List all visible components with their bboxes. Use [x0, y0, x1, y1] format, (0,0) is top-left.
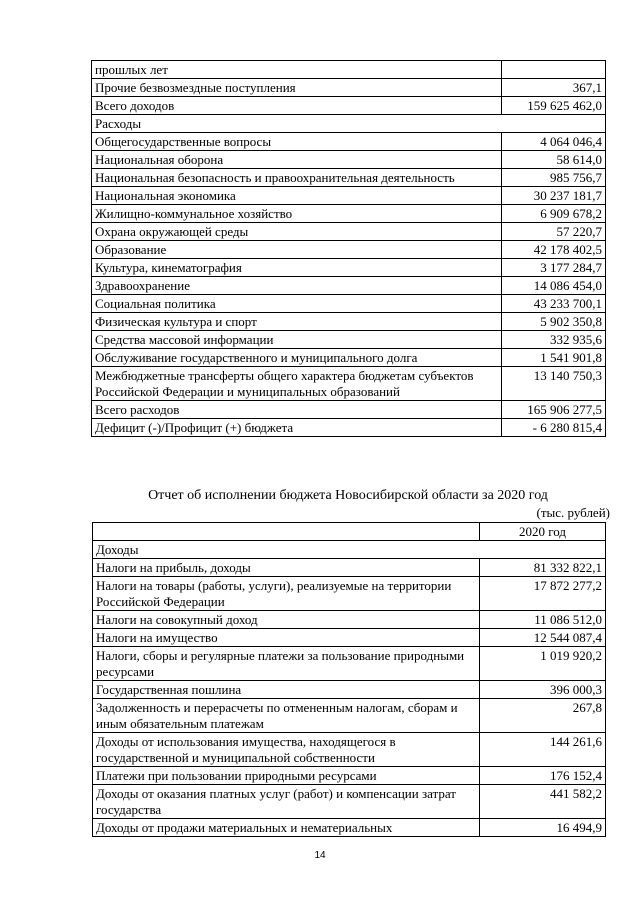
table-row — [93, 647, 606, 681]
table-row — [93, 611, 606, 629]
table-row — [92, 205, 606, 223]
row-label: Средства массовой информации — [92, 331, 502, 349]
row-label: Национальная оборона — [92, 151, 502, 169]
table-row — [92, 133, 606, 151]
header-year: 2020 год — [480, 523, 606, 541]
row-label: Здравоохранение — [92, 277, 502, 295]
expenses-table — [91, 60, 606, 437]
row-value: 14 086 454,0 — [502, 277, 606, 295]
table-row — [93, 733, 606, 767]
row-label: Всего доходов — [92, 97, 502, 115]
row-value: 11 086 512,0 — [480, 611, 606, 629]
row-label: Общегосударственные вопросы — [92, 133, 502, 151]
table-row — [92, 349, 606, 367]
row-label: Налоги на имущество — [93, 629, 480, 647]
row-value: 4 064 046,4 — [502, 133, 606, 151]
table-row — [93, 699, 606, 733]
row-value: 6 909 678,2 — [502, 205, 606, 223]
table-row — [93, 577, 606, 611]
table-row — [92, 419, 606, 437]
revenue-table-body — [93, 523, 606, 837]
row-label: Обслуживание государственного и муниципального долга — [92, 349, 502, 367]
section-heading: Доходы — [93, 541, 606, 559]
table-row — [92, 313, 606, 331]
row-value: 81 332 822,1 — [480, 559, 606, 577]
row-label: Образование — [92, 241, 502, 259]
table-row — [92, 169, 606, 187]
row-label: Прочие безвозмездные поступления — [92, 79, 502, 97]
row-value: 1 019 920,2 — [480, 647, 606, 681]
table-row — [93, 767, 606, 785]
table-row — [92, 79, 606, 97]
row-label: прошлых лет — [92, 61, 502, 79]
table-row — [92, 61, 606, 79]
row-value: 144 261,6 — [480, 733, 606, 767]
row-value: - 6 280 815,4 — [502, 419, 606, 437]
row-label: Жилищно-коммунальное хозяйство — [92, 205, 502, 223]
page-number: 14 — [314, 850, 326, 861]
table-row — [93, 629, 606, 647]
report-caption: Отчет об исполнении бюджета Новосибирской области за 2020 год — [148, 488, 548, 503]
row-value: 17 872 277,2 — [480, 577, 606, 611]
row-label: Охрана окружающей среды — [92, 223, 502, 241]
table-header-row — [93, 523, 606, 541]
row-value: 57 220,7 — [502, 223, 606, 241]
row-label: Налоги на товары (работы, услуги), реализуемые на территории Российской Федерации — [93, 577, 480, 611]
row-label: Доходы от оказания платных услуг (работ) и компенсации затрат государства — [93, 785, 480, 819]
row-value: 396 000,3 — [480, 681, 606, 699]
row-value: 30 237 181,7 — [502, 187, 606, 205]
row-value: 159 625 462,0 — [502, 97, 606, 115]
table-row — [93, 785, 606, 819]
revenue-table — [92, 522, 606, 837]
table-row — [92, 97, 606, 115]
table-row — [92, 223, 606, 241]
table-row — [93, 681, 606, 699]
row-value: 16 494,9 — [480, 819, 606, 837]
row-label: Доходы от продажи материальных и нематериальных — [93, 819, 480, 837]
row-label: Задолженность и перерасчеты по отмененным налогам, сборам и иным обязательным платежам — [93, 699, 480, 733]
row-label: Национальная экономика — [92, 187, 502, 205]
table-row — [92, 187, 606, 205]
row-label: Платежи при пользовании природными ресурсами — [93, 767, 480, 785]
expenses-table-body — [92, 61, 606, 437]
row-value: 367,1 — [502, 79, 606, 97]
row-value: 267,8 — [480, 699, 606, 733]
row-label: Государственная пошлина — [93, 681, 480, 699]
row-label: Налоги на прибыль, доходы — [93, 559, 480, 577]
table-row — [92, 277, 606, 295]
table-row — [92, 367, 606, 401]
row-label: Налоги, сборы и регулярные платежи за пользование природными ресурсами — [93, 647, 480, 681]
row-label: Межбюджетные трансферты общего характера бюджетам субъектов Российской Федерации и муниципальных образований — [92, 367, 502, 401]
row-value: 985 756,7 — [502, 169, 606, 187]
table-row — [92, 241, 606, 259]
table-row — [93, 541, 606, 559]
row-value: 5 902 350,8 — [502, 313, 606, 331]
row-label: Всего расходов — [92, 401, 502, 419]
table-row — [93, 559, 606, 577]
row-value: 332 935,6 — [502, 331, 606, 349]
row-value: 12 544 087,4 — [480, 629, 606, 647]
row-value: 441 582,2 — [480, 785, 606, 819]
row-value — [502, 61, 606, 79]
table-row — [92, 151, 606, 169]
row-value: 43 233 700,1 — [502, 295, 606, 313]
section-heading: Расходы — [92, 115, 606, 133]
units-note: (тыс. рублей) — [536, 505, 610, 520]
table-row — [92, 295, 606, 313]
row-value: 165 906 277,5 — [502, 401, 606, 419]
row-value: 58 614,0 — [502, 151, 606, 169]
row-label: Национальная безопасность и правоохранительная деятельность — [92, 169, 502, 187]
row-value: 1 541 901,8 — [502, 349, 606, 367]
row-value: 13 140 750,3 — [502, 367, 606, 401]
row-value: 3 177 284,7 — [502, 259, 606, 277]
row-label: Физическая культура и спорт — [92, 313, 502, 331]
table-row — [92, 401, 606, 419]
row-label: Культура, кинематография — [92, 259, 502, 277]
table-row — [92, 115, 606, 133]
row-label: Налоги на совокупный доход — [93, 611, 480, 629]
header-empty-cell — [93, 523, 480, 541]
row-value: 42 178 402,5 — [502, 241, 606, 259]
row-label: Доходы от использования имущества, находящегося в государственной и муниципальной собственности — [93, 733, 480, 767]
row-label: Дефицит (-)/Профицит (+) бюджета — [92, 419, 502, 437]
table-row — [93, 819, 606, 837]
row-value: 176 152,4 — [480, 767, 606, 785]
row-label: Социальная политика — [92, 295, 502, 313]
table-row — [92, 331, 606, 349]
table-row — [92, 259, 606, 277]
